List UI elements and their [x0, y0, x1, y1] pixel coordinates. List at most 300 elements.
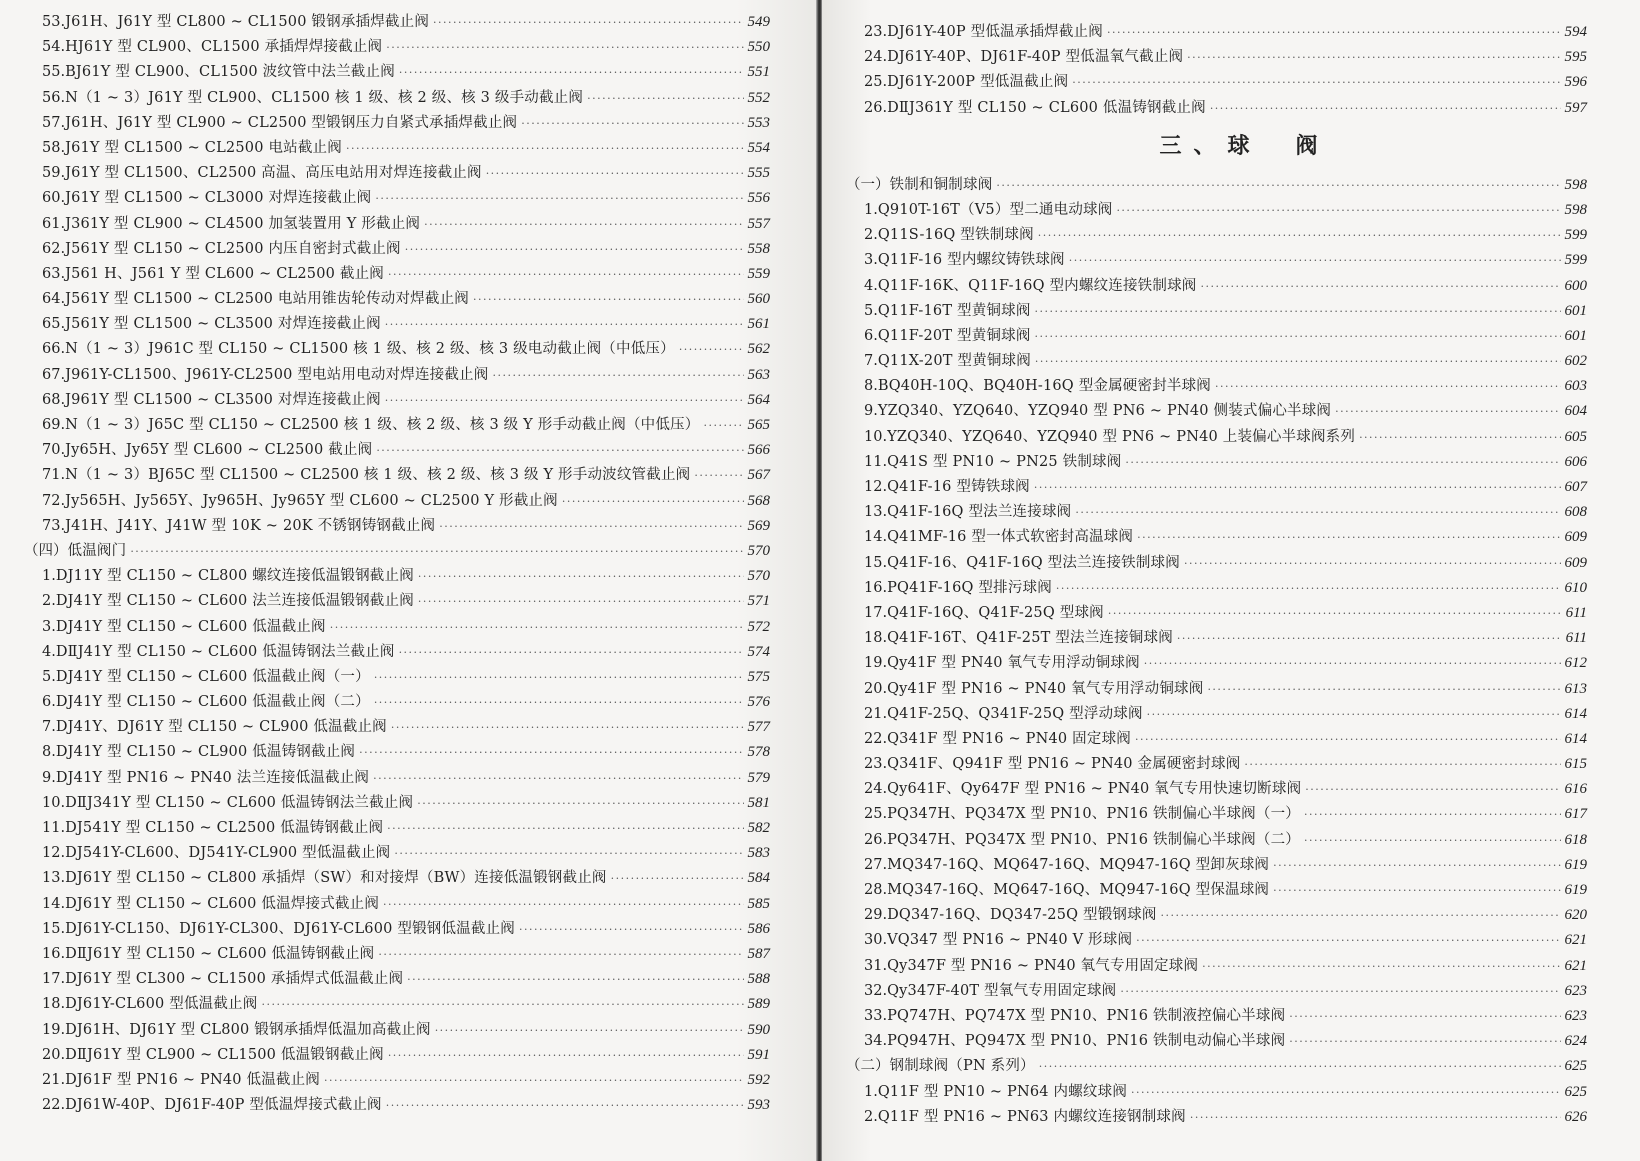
entry-title: J61Y 型 CL1500 ~ CL3000 对焊连接截止阀	[65, 190, 372, 207]
dot-leader	[1335, 399, 1560, 424]
dot-leader	[435, 1018, 744, 1043]
dot-leader	[1190, 1105, 1561, 1130]
entry-number: 10.	[42, 794, 66, 811]
dot-leader	[383, 892, 743, 917]
dot-leader	[694, 463, 743, 488]
toc-entry[interactable]	[40, 111, 770, 136]
toc-entry[interactable]	[862, 525, 1587, 550]
entry-number: 21.	[42, 1071, 66, 1088]
toc-entry[interactable]	[40, 136, 770, 161]
toc-entry[interactable]	[862, 45, 1587, 70]
toc-entry[interactable]	[862, 752, 1587, 777]
dot-leader	[388, 1043, 744, 1068]
dot-leader	[1144, 651, 1561, 676]
entry-title: DJ41Y 型 CL150 ~ CL600 低温截止阀（二）	[55, 694, 370, 711]
toc-entry[interactable]	[40, 86, 770, 111]
entry-number: 63.	[42, 265, 66, 282]
dot-leader	[492, 363, 743, 388]
entry-title: DJ61W-40P、DJ61F-40P 型低温焊接式截止阀	[65, 1097, 382, 1114]
dot-leader	[388, 262, 744, 287]
entry-page-number: 599	[1564, 252, 1587, 269]
toc-entry[interactable]	[40, 690, 770, 715]
entry-page-number: 555	[747, 165, 770, 182]
entry-number: 30.	[864, 932, 888, 949]
entry-page-number: 592	[747, 1071, 770, 1088]
entry-title: N（1 ~ 3）J961C 型 CL150 ~ CL1500 核 1 级、核 2 级、核 3 级电动截止阀（中低压）	[65, 341, 675, 358]
entry-title: Qy347F-40T 型氧气专用固定球阀	[887, 982, 1117, 999]
entry-number: 26.	[864, 99, 888, 116]
entry-title: J41H、J41Y、J41W 型 10K ~ 20K 不锈钢铸钢截止阀	[65, 517, 436, 534]
dot-leader	[407, 967, 743, 992]
dot-leader	[473, 287, 744, 312]
toc-entry[interactable]	[862, 928, 1587, 953]
entry-page-number: 608	[1564, 504, 1587, 521]
dot-leader	[386, 35, 743, 60]
entry-title: Q11F-20T 型黄铜球阀	[877, 327, 1031, 344]
entry-title: Q11F 型 PN10 ~ PN64 内螺纹球阀	[877, 1083, 1128, 1100]
entry-title: Q41F-25Q、Q341F-25Q 型浮动球阀	[887, 705, 1143, 722]
toc-entry[interactable]	[40, 740, 770, 765]
entry-number: 15.	[864, 554, 888, 571]
toc-entry[interactable]	[40, 463, 770, 488]
entry-title: Q41F-16、Q41F-16Q 型法兰连接铁制球阀	[887, 554, 1180, 571]
toc-entry[interactable]	[862, 20, 1587, 45]
entry-title: Q11F 型 PN16 ~ PN63 内螺纹连接钢制球阀	[877, 1108, 1186, 1125]
toc-section-heading[interactable]	[846, 1054, 1587, 1079]
entry-page-number: 560	[747, 291, 770, 308]
toc-entry[interactable]	[862, 1004, 1587, 1029]
toc-entry[interactable]	[862, 70, 1587, 95]
entry-number: 1.	[42, 568, 56, 585]
dot-leader	[1075, 500, 1560, 525]
toc-entry[interactable]	[40, 816, 770, 841]
dot-leader	[399, 60, 744, 85]
entry-title: PQ41F-16Q 型排污球阀	[887, 579, 1052, 596]
toc-entry[interactable]	[40, 287, 770, 312]
toc-entry[interactable]	[862, 828, 1587, 853]
entry-title: DJ61Y-CL150、DJ61Y-CL300、DJ61Y-CL600 型锻钢低温截止阀	[65, 920, 515, 937]
entry-number: 32.	[864, 982, 888, 999]
entry-number: 25.	[864, 806, 888, 823]
toc-entry[interactable]	[40, 665, 770, 690]
entry-number: 14.	[864, 529, 888, 546]
toc-entry[interactable]	[40, 438, 770, 463]
dot-leader	[1202, 954, 1560, 979]
entry-page-number: 591	[747, 1046, 770, 1063]
toc-group-low-temp-continued	[862, 20, 1587, 121]
entry-title: DⅡJ341Y 型 CL150 ~ CL600 低温铸钢法兰截止阀	[65, 794, 414, 811]
toc-entry[interactable]	[862, 802, 1587, 827]
left-page	[0, 0, 818, 1161]
entry-number: 71.	[42, 467, 66, 484]
toc-entry[interactable]	[40, 715, 770, 740]
entry-title: J61H、J61Y 型 CL900 ~ CL2500 型锻钢压力自紧式承插焊截止阀	[65, 114, 518, 131]
entry-title: DJ41Y 型 CL150 ~ CL900 低温铸钢截止阀	[55, 744, 356, 761]
dot-leader	[418, 564, 744, 589]
toc-entry[interactable]	[40, 10, 770, 35]
entry-number: 25.	[864, 74, 888, 91]
dot-leader	[1207, 677, 1560, 702]
entry-title: N（1 ~ 3）J61Y 型 CL900、CL1500 核 1 级、核 2 级、核 3 级手动截止阀	[65, 89, 584, 106]
entry-page-number: 583	[747, 845, 770, 862]
entry-page-number: 589	[747, 996, 770, 1013]
entry-title: Q341F、Q941F 型 PN16 ~ PN40 金属硬密封球阀	[887, 756, 1241, 773]
entry-number: 6.	[864, 327, 878, 344]
entry-page-number: 611	[1565, 630, 1587, 647]
dot-leader	[1116, 198, 1560, 223]
toc-entry[interactable]	[862, 903, 1587, 928]
entry-number: 59.	[42, 165, 66, 182]
toc-entry[interactable]	[40, 992, 770, 1017]
toc-entry[interactable]	[40, 841, 770, 866]
entry-number: 5.	[864, 302, 878, 319]
entry-title: DJ61Y 型 CL150 ~ CL600 低温焊接式截止阀	[65, 895, 380, 912]
entry-title: PQ347H、PQ347X 型 PN10、PN16 铁制偏心半球阀（二）	[887, 831, 1300, 848]
entry-page-number: 590	[747, 1021, 770, 1038]
entry-title: DJ61Y 型 CL150 ~ CL800 承插焊（SW）和对接焊（BW）连接低温锻钢截止阀	[65, 870, 607, 887]
dot-leader	[373, 766, 743, 791]
toc-entry[interactable]	[40, 262, 770, 287]
entry-page-number: 581	[747, 794, 770, 811]
toc-entry[interactable]	[40, 212, 770, 237]
entry-title: Jy565H、Jy565Y、Jy965H、Jy965Y 型 CL600 ~ CL2500 Y 形截止阀	[65, 492, 558, 509]
entry-page-number: 600	[1564, 277, 1587, 294]
entry-page-number: 620	[1564, 907, 1587, 924]
entry-page-number: 577	[747, 719, 770, 736]
toc-entry[interactable]	[40, 337, 770, 362]
dot-leader	[1359, 425, 1560, 450]
toc-entry[interactable]	[862, 274, 1587, 299]
entry-page-number: 568	[747, 492, 770, 509]
entry-page-number: 558	[747, 240, 770, 257]
entry-page-number: 609	[1564, 529, 1587, 546]
entry-title: Qy641F、Qy647F 型 PN16 ~ PN40 氧气专用快速切断球阀	[887, 781, 1302, 798]
entry-title: J61Y 型 CL1500 ~ CL2500 电站截止阀	[65, 139, 342, 156]
entry-number: 68.	[42, 391, 66, 408]
entry-number: 11.	[42, 820, 66, 836]
entry-number: 29.	[864, 907, 888, 924]
entry-title: DJ61Y-40P、DJ61F-40P 型低温氧气截止阀	[887, 49, 1184, 66]
entry-title: N（1 ~ 3）J65C 型 CL150 ~ CL2500 核 1 级、核 2 级、核 3 级 Y 形手动截止阀（中低压）	[65, 417, 700, 433]
entry-number: 7.	[864, 353, 878, 370]
entry-page-number: 618	[1564, 831, 1587, 848]
entry-number: （一）	[846, 176, 890, 193]
toc-entry[interactable]	[40, 363, 770, 388]
entry-number: 7.	[42, 719, 56, 736]
entry-page-number: 614	[1564, 730, 1587, 747]
dot-leader	[1215, 374, 1560, 399]
entry-title: Qy41F 型 PN16 ~ PN40 氧气专用浮动铜球阀	[887, 680, 1204, 697]
entry-number: 18.	[42, 996, 66, 1013]
dot-leader	[378, 942, 743, 967]
entry-title: Q41F-16Q、Q41F-25Q 型球阀	[887, 604, 1104, 621]
entry-title: DJ41Y 型 CL150 ~ CL600 法兰连接低温锻钢截止阀	[55, 593, 414, 610]
entry-number: 1.	[864, 201, 878, 218]
entry-title: DJ61H、DJ61Y 型 CL800 锻钢承插焊低温加高截止阀	[65, 1021, 431, 1038]
entry-title: DQ347-16Q、DQ347-25Q 型锻钢球阀	[887, 907, 1157, 924]
entry-page-number: 614	[1564, 705, 1587, 722]
dot-leader	[996, 173, 1560, 198]
dot-leader	[703, 413, 743, 438]
dot-leader	[1038, 223, 1561, 248]
entry-number: 24.	[864, 49, 888, 66]
dot-leader	[374, 690, 744, 715]
entry-page-number: 596	[1564, 74, 1587, 91]
toc-entry[interactable]	[40, 388, 770, 413]
dot-leader	[1210, 96, 1561, 121]
entry-title: DJ61Y-CL600 型低温截止阀	[65, 996, 258, 1013]
entry-title: DⅡJ61Y 型 CL150 ~ CL600 低温铸钢截止阀	[65, 945, 375, 962]
toc-entry[interactable]	[40, 1093, 770, 1118]
dot-leader	[417, 791, 743, 816]
entry-page-number: 599	[1564, 227, 1587, 244]
toc-entry[interactable]	[862, 853, 1587, 878]
entry-number: 70.	[42, 442, 66, 459]
entry-title: DJ61Y-40P 型低温承插焊截止阀	[887, 24, 1103, 40]
entry-number: 73.	[42, 517, 66, 534]
entry-number: 8.	[42, 744, 56, 761]
entry-page-number: 559	[747, 265, 770, 282]
entry-title: J361Y 型 CL900 ~ CL4500 加氢装置用 Y 形截止阀	[65, 215, 421, 232]
toc-entry[interactable]	[862, 324, 1587, 349]
dot-leader	[1304, 802, 1561, 827]
entry-page-number: 604	[1564, 403, 1587, 420]
entry-number: 20.	[42, 1046, 66, 1063]
entry-title: PQ347H、PQ347X 型 PN10、PN16 铁制偏心半球阀（一）	[887, 806, 1300, 823]
toc-entry[interactable]	[862, 349, 1587, 374]
entry-number: 18.	[864, 630, 888, 647]
toc-entry[interactable]	[862, 450, 1587, 475]
entry-page-number: 606	[1564, 453, 1587, 470]
dot-leader	[1039, 1054, 1561, 1079]
entry-number: 17.	[42, 971, 66, 988]
dot-leader	[1305, 777, 1560, 802]
entry-title: 铁制和铜制球阀	[889, 176, 993, 193]
toc-list-right	[846, 20, 1587, 1130]
toc-entry[interactable]	[862, 1029, 1587, 1054]
entry-number: 11.	[864, 453, 888, 470]
toc-entry[interactable]	[40, 514, 770, 539]
dot-leader	[433, 10, 743, 35]
entry-page-number: 574	[747, 643, 770, 660]
entry-title: PQ747H、PQ747X 型 PN10、PN16 铁制液控偏心半球阀	[887, 1007, 1286, 1024]
entry-title: Q11S-16Q 型铁制球阀	[877, 227, 1034, 244]
entry-number: 9.	[42, 769, 56, 786]
toc-entry[interactable]	[862, 702, 1587, 727]
dot-leader	[1069, 248, 1561, 273]
entry-title: Q11F-16K、Q11F-16Q 型内螺纹连接铁制球阀	[877, 277, 1197, 294]
entry-page-number: 619	[1564, 882, 1587, 898]
toc-entry[interactable]	[40, 640, 770, 665]
entry-number: 61.	[42, 215, 66, 232]
entry-page-number: 564	[747, 391, 770, 408]
entry-title: J961Y 型 CL1500 ~ CL3500 对焊连接截止阀	[65, 391, 381, 408]
toc-entry[interactable]	[862, 500, 1587, 525]
toc-entry[interactable]	[862, 727, 1587, 752]
toc-entry[interactable]	[862, 374, 1587, 399]
dot-leader	[399, 640, 744, 665]
entry-number: 24.	[864, 781, 888, 798]
toc-entry[interactable]	[862, 576, 1587, 601]
entry-title: 低温阀门	[67, 542, 127, 559]
toc-entry[interactable]	[40, 766, 770, 791]
entry-number: 19.	[42, 1021, 66, 1038]
entry-page-number: 550	[747, 39, 770, 56]
toc-entry[interactable]	[40, 917, 770, 942]
toc-entry[interactable]	[862, 399, 1587, 424]
toc-entry[interactable]	[40, 413, 770, 438]
chapter-title-ball-valves: 三、球 阀	[1159, 133, 1330, 159]
entry-number: 4.	[42, 643, 56, 660]
entry-title: J61Y 型 CL1500、CL2500 高温、高压电站用对焊连接截止阀	[65, 165, 482, 182]
dot-leader	[1136, 928, 1560, 953]
entry-title: PQ947H、PQ947X 型 PN10、PN16 铁制电动偏心半球阀	[887, 1033, 1286, 1050]
toc-entry[interactable]	[862, 878, 1587, 903]
entry-number: 2.	[864, 1108, 878, 1125]
entry-page-number: 621	[1564, 932, 1587, 949]
toc-entry[interactable]	[40, 35, 770, 60]
entry-page-number: 570	[747, 568, 770, 585]
dot-leader	[385, 312, 744, 337]
entry-page-number: 551	[747, 64, 770, 81]
toc-entry[interactable]	[862, 651, 1587, 676]
entry-number: 13.	[864, 504, 888, 521]
dot-leader	[418, 589, 744, 614]
toc-list-left	[24, 10, 770, 1118]
toc-entry[interactable]	[40, 1043, 770, 1068]
entry-page-number: 586	[747, 920, 770, 937]
right-page	[822, 0, 1640, 1161]
toc-entry[interactable]	[862, 601, 1587, 626]
dot-leader	[1135, 727, 1561, 752]
dot-leader	[346, 136, 744, 161]
toc-entry[interactable]	[862, 551, 1587, 576]
entry-number: 66.	[42, 341, 66, 358]
dot-leader	[1108, 601, 1562, 626]
toc-entry[interactable]	[862, 299, 1587, 324]
toc-entry[interactable]	[40, 60, 770, 85]
toc-entry[interactable]	[862, 96, 1587, 121]
toc-entry[interactable]	[40, 1018, 770, 1043]
entry-page-number: 616	[1564, 781, 1587, 798]
dot-leader	[1177, 626, 1562, 651]
dot-leader	[330, 615, 744, 640]
entry-title: Q41F-16Q 型法兰连接球阀	[887, 504, 1072, 521]
entry-number: 21.	[864, 705, 888, 722]
dot-leader	[1304, 828, 1561, 853]
entry-page-number: 575	[747, 668, 770, 685]
dot-leader	[1125, 450, 1560, 475]
entry-number: 69.	[42, 417, 66, 433]
entry-number: 22.	[864, 730, 888, 747]
toc-entry[interactable]	[862, 248, 1587, 273]
toc-entry[interactable]	[862, 777, 1587, 802]
entry-title: VQ347 型 PN16 ~ PN40 V 形球阀	[887, 932, 1133, 949]
toc-entry[interactable]	[40, 589, 770, 614]
toc-section-heading[interactable]	[846, 173, 1587, 198]
entry-number: 4.	[864, 277, 878, 294]
entry-page-number: 601	[1564, 327, 1587, 344]
toc-entry[interactable]	[862, 626, 1587, 651]
toc-entry[interactable]	[40, 161, 770, 186]
entry-page-number: 598	[1564, 201, 1587, 218]
entry-page-number: 625	[1564, 1058, 1587, 1075]
entry-number: 33.	[864, 1007, 888, 1024]
toc-entry[interactable]	[862, 1105, 1587, 1130]
entry-title: Q41F-16T、Q41F-25T 型法兰连接铜球阀	[887, 630, 1173, 647]
entry-title: N（1 ~ 3）BJ65C 型 CL1500 ~ CL2500 核 1 级、核 2 级、核 3 级 Y 形手动波纹管截止阀	[65, 467, 691, 484]
toc-entry[interactable]	[40, 892, 770, 917]
dot-leader	[1200, 274, 1560, 299]
entry-page-number: 578	[747, 744, 770, 761]
toc-entry[interactable]	[40, 866, 770, 891]
toc-entry[interactable]	[862, 425, 1587, 450]
entry-title: DJ541Y 型 CL150 ~ CL2500 低温铸钢截止阀	[65, 820, 384, 836]
entry-title: MQ347-16Q、MQ647-16Q、MQ947-16Q 型保温球阀	[887, 882, 1270, 898]
dot-leader	[359, 740, 743, 765]
toc-entry[interactable]	[40, 1068, 770, 1093]
toc-entry[interactable]	[862, 979, 1587, 1004]
toc-entry[interactable]	[862, 1080, 1587, 1105]
dot-leader	[376, 438, 743, 463]
entry-title: YZQ340、YZQ640、YZQ940 型 PN6 ~ PN40 上装偏心半球阀系列	[887, 428, 1356, 445]
entry-title: Jy65H、Jy65Y 型 CL600 ~ CL2500 截止阀	[65, 442, 373, 459]
toc-entry[interactable]	[40, 489, 770, 514]
toc-entry[interactable]	[40, 564, 770, 589]
toc-entry[interactable]	[40, 967, 770, 992]
dot-leader	[424, 212, 743, 237]
entry-page-number: 609	[1564, 554, 1587, 571]
entry-title: YZQ340、YZQ640、YZQ940 型 PN6 ~ PN40 侧装式偏心半球阀	[877, 403, 1332, 420]
entry-number: 2.	[864, 227, 878, 244]
toc-entry[interactable]	[862, 677, 1587, 702]
toc-entry[interactable]	[862, 475, 1587, 500]
toc-entry[interactable]	[40, 312, 770, 337]
dot-leader	[1289, 1029, 1560, 1054]
toc-entry[interactable]	[40, 791, 770, 816]
toc-entry[interactable]	[40, 186, 770, 211]
dot-leader	[611, 866, 744, 891]
toc-section-heading[interactable]	[24, 539, 770, 564]
toc-entry[interactable]	[862, 198, 1587, 223]
entry-number: 23.	[864, 756, 888, 773]
entry-title: Qy347F 型 PN16 ~ PN40 氧气专用固定球阀	[887, 957, 1199, 974]
entry-number: 3.	[864, 252, 878, 269]
entry-number: 16.	[42, 945, 66, 962]
dot-leader	[324, 1068, 744, 1093]
entry-page-number: 554	[747, 139, 770, 156]
entry-page-number: 594	[1564, 24, 1587, 40]
entry-page-number: 611	[1565, 604, 1587, 621]
entry-number: 64.	[42, 291, 66, 308]
toc-entry[interactable]	[40, 942, 770, 967]
dot-leader	[1035, 349, 1561, 374]
dot-leader	[1120, 979, 1560, 1004]
dot-leader	[1273, 853, 1560, 878]
toc-entry[interactable]	[40, 615, 770, 640]
entry-number: 23.	[864, 24, 888, 40]
toc-entry[interactable]	[40, 237, 770, 262]
toc-entry[interactable]	[862, 954, 1587, 979]
entry-number: 53.	[42, 14, 66, 30]
entry-page-number: 602	[1564, 353, 1587, 370]
entry-title: Q41S 型 PN10 ~ PN25 铁制球阀	[887, 453, 1122, 470]
entry-page-number: 549	[747, 14, 770, 30]
dot-leader	[562, 489, 744, 514]
entry-title: DJ41Y、DJ61Y 型 CL150 ~ CL900 低温截止阀	[55, 719, 387, 736]
dot-leader	[1147, 702, 1561, 727]
toc-entry[interactable]	[862, 223, 1587, 248]
